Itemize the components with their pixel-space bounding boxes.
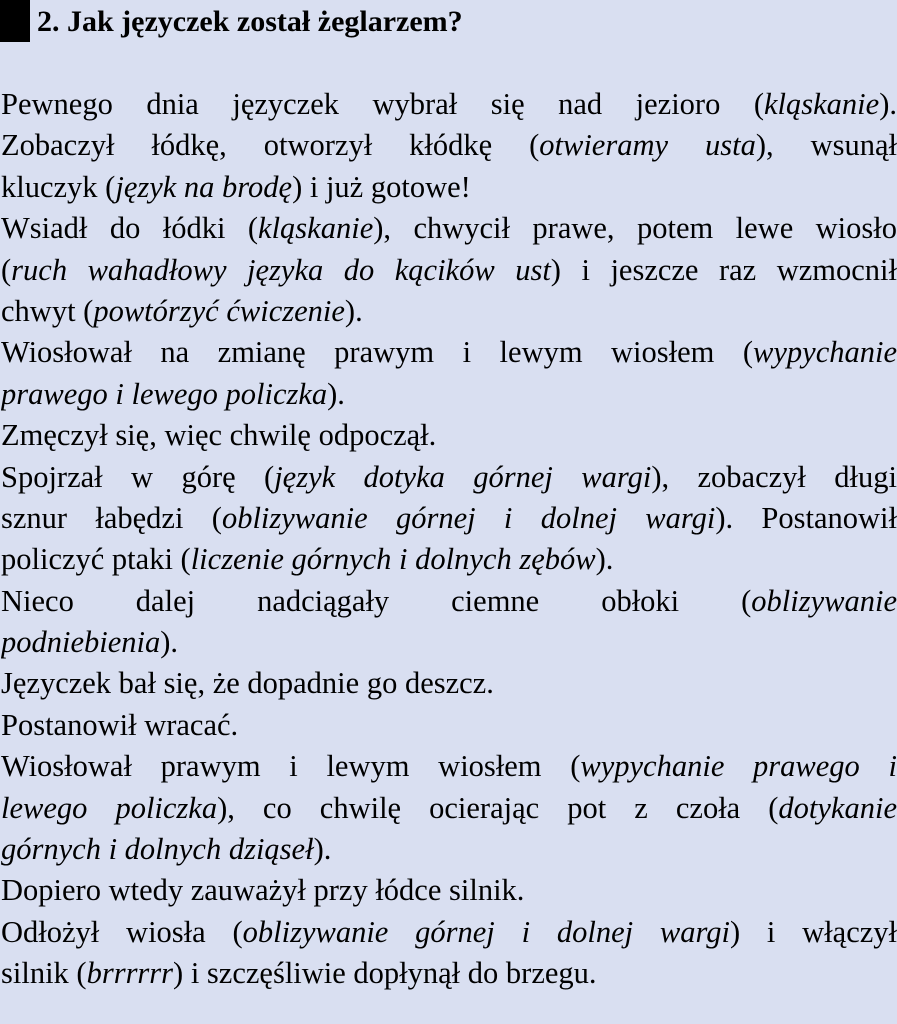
exercise-instruction: lewego policzka [1, 790, 218, 825]
story-fragment: Zmęczył się, więc chwilę odpoczął. [1, 418, 437, 453]
story-fragment: ). [595, 542, 614, 577]
story-fragment: silnik ( [1, 956, 87, 991]
story-fragment: Zobaczył łódkę, otworzył kłódkę ( [1, 128, 540, 163]
exercise-instruction: powtórzyć ćwiczenie [93, 293, 345, 328]
story-fragment: ). Postanowił [715, 500, 897, 535]
story-line [1, 457, 897, 498]
story-fragment: ( [1, 252, 12, 287]
story-fragment: ), wsunął [755, 128, 897, 163]
exercise-instruction: ruch wahadłowy języka do kącików ust [11, 252, 551, 287]
story-line [1, 870, 897, 911]
story-line [1, 622, 897, 663]
story-line [1, 663, 897, 704]
exercise-instruction: oblizywanie górnej i dolnej wargi [221, 500, 716, 535]
exercise-instruction: górnych i dolnych dziąseł [1, 832, 314, 867]
story-fragment: Spojrzał w górę ( [1, 459, 275, 494]
heading-marker [0, 0, 30, 42]
story-fragment: ) i włączył [729, 914, 897, 949]
story-line [1, 167, 897, 208]
story-fragment: ), zobaczył długi [651, 459, 897, 494]
story-fragment: Postanowił wracać. [1, 707, 239, 742]
story-line [1, 498, 897, 539]
story-fragment: kluczyk ( [1, 169, 116, 204]
exercise-instruction: prawego i lewego policzka [1, 376, 328, 411]
story-fragment: chwyt ( [1, 293, 94, 328]
story-fragment: ) i szczęśliwie dopłynął do brzegu. [173, 956, 597, 991]
story-fragment: ). [313, 832, 332, 867]
story-fragment: Wiosłował na zmianę prawym i lewym wiosłem ( [1, 335, 754, 370]
story-line [1, 539, 897, 580]
story-line [1, 125, 897, 166]
exercise-instruction: kląskanie [258, 211, 374, 246]
story-fragment: policzyć ptaki ( [1, 542, 191, 577]
story-line [1, 746, 897, 787]
story-fragment: ). [327, 376, 345, 411]
story-fragment: Nieco dalej nadciągały ciemne obłoki ( [1, 583, 752, 618]
story-fragment: ) i jeszcze raz wzmocnił [550, 252, 897, 287]
exercise-instruction: oblizywanie górnej i dolnej wargi [242, 914, 730, 949]
exercise-instruction: język dotyka górnej wargi [274, 459, 652, 494]
story-text [1, 84, 897, 995]
story-line [1, 705, 897, 746]
story-fragment: Języczek bał się, że dopadnie go deszcz. [1, 666, 494, 701]
story-fragment: Dopiero wtedy zauważył przy łódce silnik. [1, 873, 525, 908]
story-line [1, 788, 897, 829]
exercise-instruction: oblizywanie [751, 583, 897, 618]
story-line [1, 84, 897, 125]
story-line [1, 250, 897, 291]
exercise-instruction: dotykanie [778, 790, 897, 825]
story-line [1, 291, 897, 332]
story-line [1, 208, 897, 249]
story-line [1, 415, 897, 456]
exercise-instruction: wypychanie [753, 335, 897, 370]
exercise-instruction: brrrrrr [86, 956, 174, 991]
story-line [1, 829, 897, 870]
exercise-instruction: podniebienia [1, 625, 161, 660]
story-line [1, 374, 897, 415]
story-fragment: ). [879, 87, 897, 121]
exercise-instruction: liczenie górnych i dolnych zębów [190, 542, 596, 577]
story-fragment: ), chwycił prawe, potem lewe wiosło [373, 211, 897, 246]
story-line [1, 912, 897, 953]
story-fragment: sznur łabędzi ( [1, 500, 222, 535]
story-fragment: ). [344, 293, 363, 328]
story-fragment: Odłożył wiosła ( [1, 914, 243, 949]
page-title: 2. Jak języczek został żeglarzem? [37, 5, 463, 38]
exercise-instruction: kląskanie [764, 87, 880, 121]
story-fragment: ) i już gotowe! [292, 169, 471, 204]
story-fragment: ). [160, 625, 179, 660]
story-fragment: Pewnego dnia języczek wybrał się nad jezioro ( [1, 87, 765, 121]
story-fragment: Wsiadł do łódki ( [1, 211, 259, 246]
story-fragment: ), co chwilę ocierając pot z czoła ( [217, 790, 779, 825]
exercise-instruction: wypychanie prawego i [580, 749, 897, 784]
story-line [1, 953, 897, 994]
exercise-instruction: język na brodę [115, 169, 293, 204]
exercise-instruction: otwieramy usta [539, 128, 756, 163]
story-line [1, 581, 897, 622]
story-fragment: Wiosłował prawym i lewym wiosłem ( [1, 749, 581, 784]
story-line [1, 332, 897, 373]
